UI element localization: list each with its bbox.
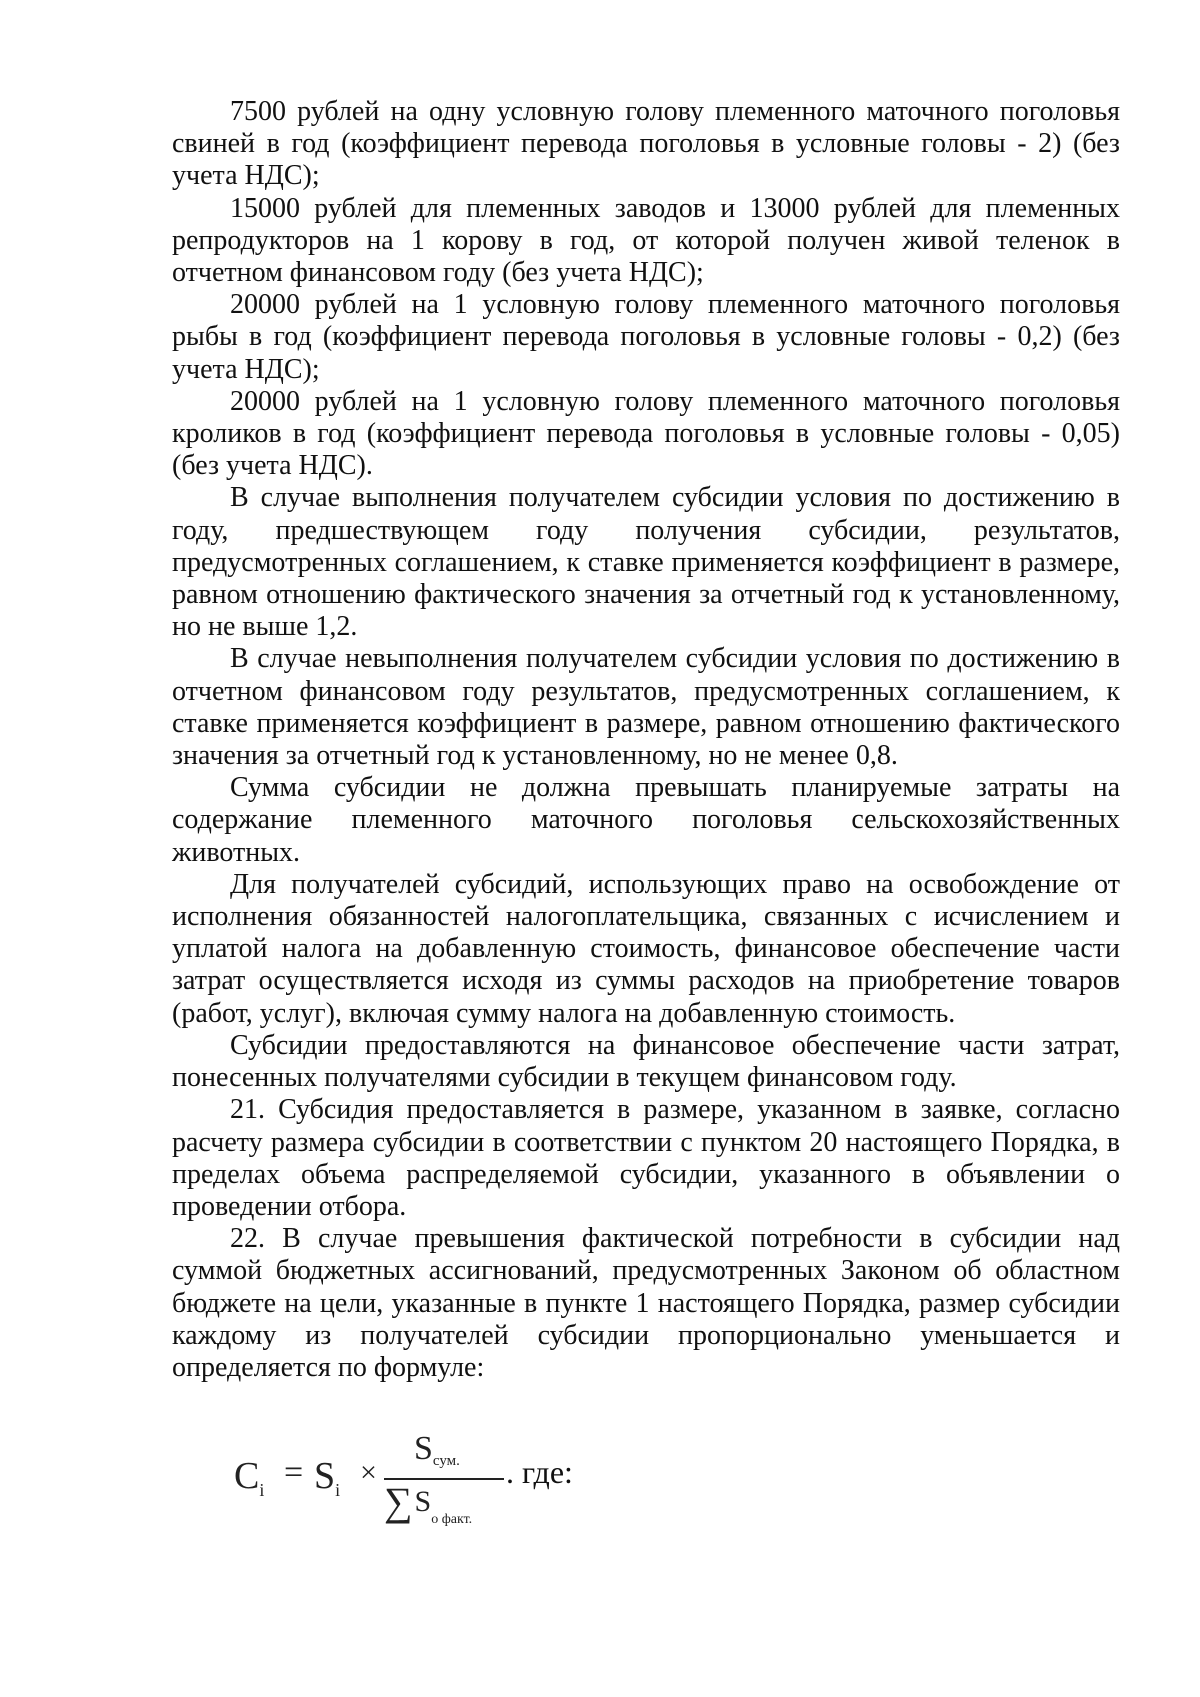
paragraph-clause-22: 22. В случае превышения фактической потребности в субсидии над суммой бюджетных ассигнований, предусмотренных Законом об областном бюджете на цели, указанные в пункте 1 настоящего Порядка, размер субсидии каждому из получателей субсидии пропорционально уменьшается и определяется по формуле: [172, 1223, 1120, 1383]
document-body [172, 96, 1120, 1384]
formula-equals: = [284, 1454, 304, 1491]
formula-fraction [384, 1430, 504, 1527]
formula-numerator-symbol: S [414, 1430, 433, 1467]
paragraph-current-year: Субсидии предоставляются на финансовое обеспечение части затрат, понесенных получателями субсидии в текущем финансовом году. [172, 1029, 1120, 1094]
paragraph-fish-rate: 20000 рублей на 1 условную голову племенного маточного поголовья рыбы в год (коэффициент перевода поголовья в условные головы - 0,2) (без учета НДС); [172, 289, 1120, 385]
formula-numerator [414, 1430, 460, 1470]
formula-times: × [360, 1456, 377, 1489]
formula-denominator-symbol: S [414, 1485, 432, 1518]
formula-lhs-symbol: C [234, 1455, 260, 1497]
formula-lhs [234, 1454, 264, 1501]
paragraph-coefficient-unfulfilled: В случае невыполнения получателем субсидии условия по достижению в отчетном финансовом году результатов, предусмотренных соглашением, к ставке применяется коэффициент в размере, равном отношению фактического значения за отчетный год к установленному, но не менее 0,8. [172, 643, 1120, 772]
paragraph-subsidy-limit: Сумма субсидии не должна превышать планируемые затраты на содержание племенного маточного поголовья сельскохозяйственных животных. [172, 772, 1120, 868]
formula-tail: . где: [506, 1454, 573, 1490]
formula-numerator-sub: сум. [432, 1453, 460, 1469]
formula-sum-sign: ∑ [384, 1479, 413, 1524]
paragraph-coefficient-fulfilled: В случае выполнения получателем субсидии условия по достижению в году, предшествующем году получения субсидии, результатов, предусмотренных соглашением, к ставке применяется коэффициент в размере, равном отношению фактического значения за отчетный год к установленному, но не выше 1,2. [172, 482, 1120, 643]
paragraph-rabbits-rate: 20000 рублей на 1 условную голову племенного маточного поголовья кроликов в год (коэффициент перевода поголовья в условные головы - 0,05) (без учета НДС). [172, 385, 1120, 482]
paragraph-vat-exempt: Для получателей субсидий, использующих право на освобождение от исполнения обязанностей налогоплательщика, связанных с исчислением и уплатой налога на добавленную стоимость, финансовое обеспечение части затрат осуществляется исходя из суммы расходов на приобретение товаров (работ, услуг), включая сумму налога на добавленную стоимость. [172, 868, 1120, 1029]
formula-s-sub: i [335, 1480, 341, 1500]
paragraph-cows-rate: 15000 рублей для племенных заводов и 13000 рублей для племенных репродукторов на 1 корову в год, от которой получен живой теленок в отчетном финансовом году (без учета НДС); [172, 192, 1120, 289]
formula-s-symbol: S [314, 1455, 336, 1497]
paragraph-clause-21: 21. Субсидия предоставляется в размере, указанном в заявке, согласно расчету размера субсидии в соответствии с пунктом 20 настоящего Порядка, в пределах объема распределяемой субсидии, указанного в объявлении о проведении отбора. [172, 1094, 1120, 1222]
formula-denominator [384, 1478, 472, 1528]
formula-lhs-sub: i [259, 1480, 265, 1500]
formula-denominator-sub: о факт. [431, 1512, 473, 1527]
formula-s-term [314, 1454, 340, 1501]
paragraph-pigs-rate: 7500 рублей на одну условную голову племенного маточного поголовья свиней в год (коэффициент перевода поголовья в условные головы - 2) (без учета НДС); [172, 96, 1120, 192]
